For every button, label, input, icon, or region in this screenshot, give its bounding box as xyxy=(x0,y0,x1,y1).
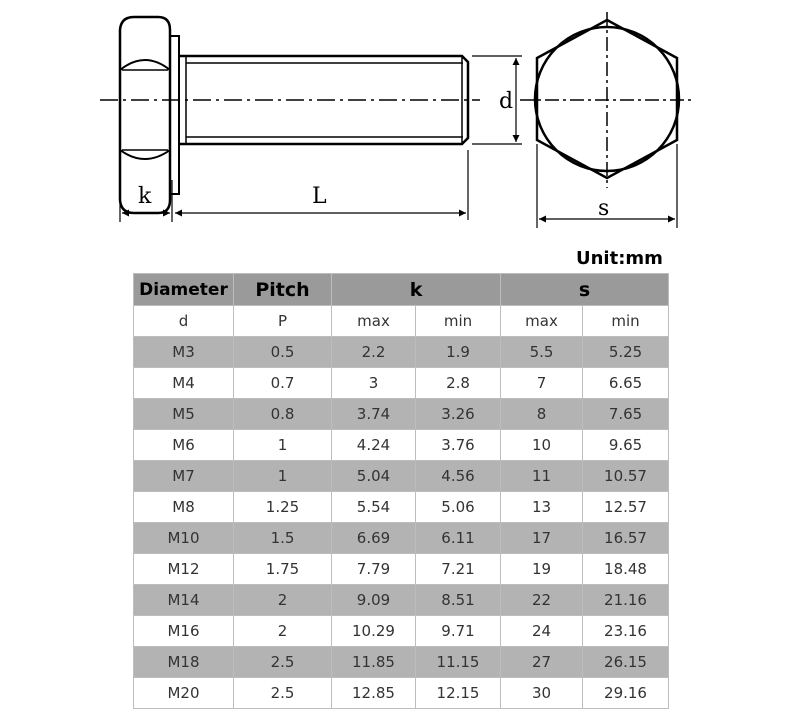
table-cell: 5.25 xyxy=(583,337,669,368)
table-cell: 7.21 xyxy=(416,554,501,585)
bolt-technical-drawing xyxy=(0,0,800,240)
table-row xyxy=(134,523,669,554)
table-cell: 10.57 xyxy=(583,461,669,492)
table-cell: 12.85 xyxy=(332,678,416,709)
table-cell: M6 xyxy=(134,430,234,461)
table-cell: 1.9 xyxy=(416,337,501,368)
table-cell: 7 xyxy=(501,368,583,399)
table-cell: 5.06 xyxy=(416,492,501,523)
table-cell: 3 xyxy=(332,368,416,399)
table-cell: 11.85 xyxy=(332,647,416,678)
subheader-cell: min xyxy=(583,306,669,337)
table-row xyxy=(134,647,669,678)
table-cell: 2.5 xyxy=(234,678,332,709)
table-cell: 3.76 xyxy=(416,430,501,461)
table-cell: 1.25 xyxy=(234,492,332,523)
table-cell: 17 xyxy=(501,523,583,554)
table-cell: 3.26 xyxy=(416,399,501,430)
table-header-row xyxy=(134,274,669,306)
table-cell: 10.29 xyxy=(332,616,416,647)
table-cell: 5.5 xyxy=(501,337,583,368)
table-cell: 19 xyxy=(501,554,583,585)
header-k: k xyxy=(332,274,501,306)
table-cell: 12.15 xyxy=(416,678,501,709)
subheader-cell: max xyxy=(332,306,416,337)
table-cell: 21.16 xyxy=(583,585,669,616)
table-row xyxy=(134,368,669,399)
table-cell: 11 xyxy=(501,461,583,492)
table-cell: 1 xyxy=(234,461,332,492)
table-cell: 2.8 xyxy=(416,368,501,399)
table-cell: 6.65 xyxy=(583,368,669,399)
table-cell: 1 xyxy=(234,430,332,461)
table-cell: 2 xyxy=(234,616,332,647)
table-cell: 9.65 xyxy=(583,430,669,461)
table-cell: 10 xyxy=(501,430,583,461)
table-row xyxy=(134,399,669,430)
table-cell: 27 xyxy=(501,647,583,678)
table-cell: 22 xyxy=(501,585,583,616)
table-cell: 9.71 xyxy=(416,616,501,647)
dimension-label-d: d xyxy=(499,89,514,114)
dimension-label-k: k xyxy=(138,184,152,209)
table-cell: M4 xyxy=(134,368,234,399)
subheader-cell: max xyxy=(501,306,583,337)
table-cell: 30 xyxy=(501,678,583,709)
table-cell: 12.57 xyxy=(583,492,669,523)
table-cell: 13 xyxy=(501,492,583,523)
table-body xyxy=(134,337,669,709)
table-row xyxy=(134,461,669,492)
table-cell: M10 xyxy=(134,523,234,554)
header-s: s xyxy=(501,274,669,306)
table-cell: 6.69 xyxy=(332,523,416,554)
header-pitch: Pitch xyxy=(234,274,332,306)
table-cell: M12 xyxy=(134,554,234,585)
table-row xyxy=(134,616,669,647)
table-row xyxy=(134,492,669,523)
table-cell: M20 xyxy=(134,678,234,709)
table-cell: 0.5 xyxy=(234,337,332,368)
header-diameter: Diameter xyxy=(134,274,234,306)
table-cell: 16.57 xyxy=(583,523,669,554)
dimension-label-s: s xyxy=(598,196,610,221)
table-cell: 3.74 xyxy=(332,399,416,430)
table-cell: M16 xyxy=(134,616,234,647)
table-cell: M7 xyxy=(134,461,234,492)
bolt-dimension-table xyxy=(133,273,669,709)
table-row xyxy=(134,430,669,461)
table-cell: M14 xyxy=(134,585,234,616)
table-row xyxy=(134,337,669,368)
table-cell: 5.54 xyxy=(332,492,416,523)
table-cell: 24 xyxy=(501,616,583,647)
table-cell: M5 xyxy=(134,399,234,430)
subheader-cell: P xyxy=(234,306,332,337)
table-cell: 18.48 xyxy=(583,554,669,585)
table-cell: 2.5 xyxy=(234,647,332,678)
table-cell: 1.75 xyxy=(234,554,332,585)
table-cell: 8.51 xyxy=(416,585,501,616)
table-cell: 4.56 xyxy=(416,461,501,492)
table-subheader-row xyxy=(134,306,669,337)
table-cell: 11.15 xyxy=(416,647,501,678)
table-cell: 0.7 xyxy=(234,368,332,399)
subheader-cell: min xyxy=(416,306,501,337)
table-cell: 0.8 xyxy=(234,399,332,430)
table-row xyxy=(134,585,669,616)
subheader-cell: d xyxy=(134,306,234,337)
unit-label: Unit:mm xyxy=(576,248,663,269)
dimension-label-L: L xyxy=(312,184,327,209)
table-cell: 2 xyxy=(234,585,332,616)
table-cell: 5.04 xyxy=(332,461,416,492)
table-cell: 6.11 xyxy=(416,523,501,554)
washer-face xyxy=(170,36,179,194)
table-cell: M18 xyxy=(134,647,234,678)
table-cell: 29.16 xyxy=(583,678,669,709)
table-cell: 1.5 xyxy=(234,523,332,554)
table-cell: 7.65 xyxy=(583,399,669,430)
table-cell: M8 xyxy=(134,492,234,523)
table-cell: 4.24 xyxy=(332,430,416,461)
table-cell: 9.09 xyxy=(332,585,416,616)
table-cell: 2.2 xyxy=(332,337,416,368)
table-cell: M3 xyxy=(134,337,234,368)
table-cell: 23.16 xyxy=(583,616,669,647)
table-cell: 7.79 xyxy=(332,554,416,585)
table-row xyxy=(134,554,669,585)
table-cell: 26.15 xyxy=(583,647,669,678)
table-cell: 8 xyxy=(501,399,583,430)
table-row xyxy=(134,678,669,709)
